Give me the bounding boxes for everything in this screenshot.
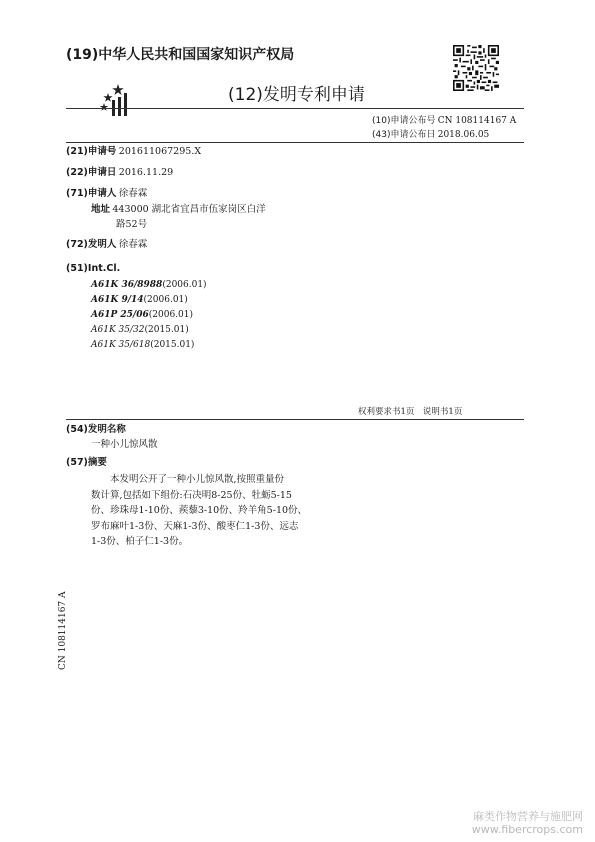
ipc-entry <box>91 339 194 351</box>
ipc-date: (2015.01) <box>144 325 189 335</box>
inventor <box>66 239 147 251</box>
ipc-code: A61P 25/06 <box>91 310 149 320</box>
ipc-date: (2006.01) <box>162 280 207 290</box>
application-number-value: 201611067295.X <box>118 146 202 157</box>
ipc-date: (2015.01) <box>150 340 195 350</box>
abstract-label: (57)摘要 <box>66 457 107 468</box>
header-divider <box>66 108 524 109</box>
biblio-top-divider <box>66 142 524 143</box>
abstract-text <box>91 472 308 550</box>
applicant <box>66 188 147 200</box>
ipc-code: A61K 35/32 <box>91 325 145 335</box>
invention-title-label: (54)发明名称 <box>66 424 126 435</box>
biblio-bottom-divider <box>66 419 524 420</box>
application-date-label: (22)申请日 <box>66 167 117 178</box>
publication-date <box>372 127 489 140</box>
publication-date-label: (43)申请公布日 <box>372 130 436 140</box>
ipc-entry <box>91 324 189 336</box>
ipc-code: A61K 35/618 <box>91 340 151 350</box>
cnipa-star-logo-icon <box>96 82 132 118</box>
address-continuation <box>116 219 147 231</box>
abstract-line: 份、珍珠母1-10份、蒺藜3-10份、羚羊角5-10份、 <box>91 505 308 517</box>
side-publication-number: CN 108114167 A <box>58 591 68 670</box>
application-date <box>66 167 173 179</box>
applicant-label: (71)申请人 <box>66 188 117 199</box>
ipc-entry <box>91 279 207 291</box>
abstract-line: 1-3份、柏子仁1-3份。 <box>91 536 189 548</box>
ipc-entry <box>91 309 193 321</box>
int-cl-label: (51)Int.Cl. <box>66 263 121 274</box>
office-name: (19)中华人民共和国国家知识产权局 <box>66 47 295 63</box>
abstract-heading <box>66 457 107 469</box>
document-type: (12)发明专利申请 <box>228 85 365 105</box>
watermark-url: www.fibercrops.com <box>471 823 583 836</box>
inventor-value: 徐春霖 <box>118 239 148 250</box>
address-line-1: 443000 湖北省宜昌市伍家岗区白洋 <box>112 204 266 215</box>
application-date-value: 2016.11.29 <box>118 167 174 178</box>
watermark-site-name: 麻类作物营养与施肥网 <box>473 810 583 823</box>
ipc-code: A61K 9/14 <box>91 295 144 305</box>
address-label: 地址 <box>91 204 111 215</box>
int-cl-heading <box>66 263 120 275</box>
inventor-label: (72)发明人 <box>66 239 117 250</box>
address-line-2: 路52号 <box>116 219 148 230</box>
publication-number-value: CN 108114167 A <box>437 116 517 126</box>
abstract-line: 罗布麻叶1-3份、天麻1-3份、酸枣仁1-3份、远志 <box>91 520 299 532</box>
invention-title <box>91 439 158 451</box>
ipc-date: (2006.01) <box>143 295 188 305</box>
abstract-line: 数计算,包括如下组份:石决明8-25份、牡蛎5-15 <box>91 489 292 501</box>
publication-date-value: 2018.06.05 <box>437 130 490 140</box>
application-number <box>66 146 201 158</box>
publication-number-label: (10)申请公布号 <box>372 116 436 126</box>
ipc-entry <box>91 294 188 306</box>
invention-title-value: 一种小儿惊风散 <box>91 439 158 450</box>
address <box>91 204 266 216</box>
qr-code-icon <box>453 45 499 91</box>
abstract-line: 本发明公开了一种小儿惊风散,按照重量份 <box>110 474 285 485</box>
invention-title-heading <box>66 424 126 436</box>
publication-number <box>372 113 516 126</box>
application-number-label: (21)申请号 <box>66 146 117 157</box>
applicant-value: 徐春霖 <box>118 188 148 199</box>
ipc-date: (2006.01) <box>148 310 193 320</box>
ipc-code: A61K 36/8988 <box>91 280 163 290</box>
pages-info: 权利要求书1页 说明书1页 <box>358 407 463 417</box>
